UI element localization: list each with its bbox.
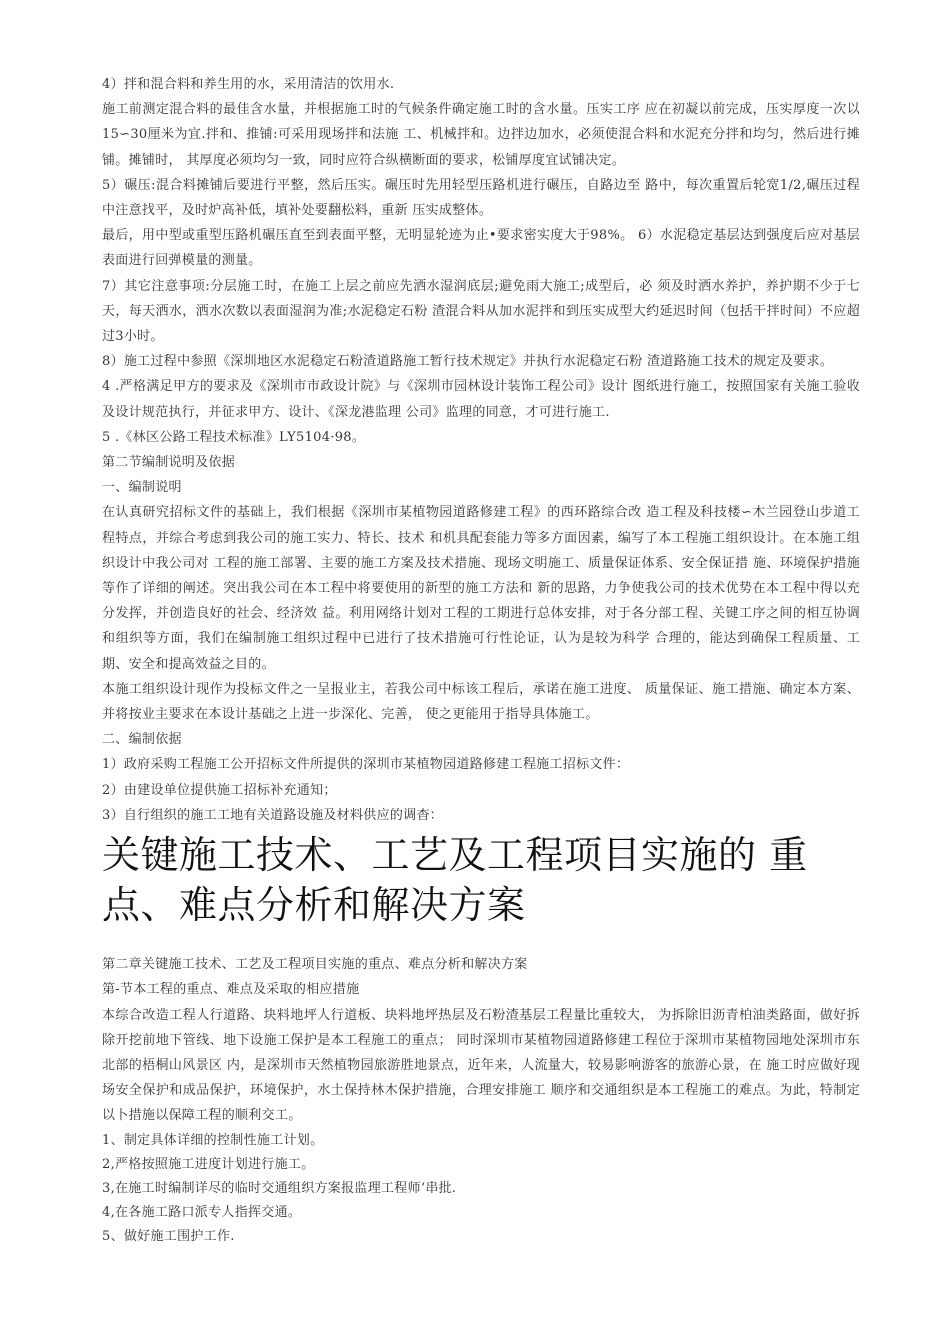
subsection-title-1: 一、编制说明 xyxy=(102,480,182,496)
paragraph-compilation: 在认真研究招标文件的基础上，我们根据《深圳市某植物园道路修建工程》的西环路综合改 造工程及科技楼∽木兰园登山步道工程特点，并综合考虑到我公司的施工实力、特长、技术 和机具配套能力等多方面因素，编写了本工程施工组织设计。在本施工组织设计中我公司对 工程的施工部署、主要的施工方案及技术措施、现场文明施工、质量保证体系、安全保证措 施、环境保护措施等作了详细的阐述。突出我公司在本工程中将要使用的新型的施工方法和 新的思路，力争使我公司的技术优势在本工程中得以充分发挥，并创造良好的社会、经济效 益。利用网络计划对工程的工期进行总体安排，对于各分部工程、关键工序之间的相互协调 和组织等方面，我们在编制施工组织过程中已进行了技术措施可行性论证，认为是较为科学 合理的，能达到确保工程质量、工期、安全和提高效益之目的。 xyxy=(102,505,860,672)
chapter-title: 第二章关键施工技术、工艺及工程项目实施的重点、难点分析和解决方案 xyxy=(102,957,528,973)
basis-item-2: 2）由建设单位提供施工招标补充通知； xyxy=(102,782,337,798)
basis-item-1: 1）政府采购工程施工公开招标文件所提供的深圳市某植物园道路修建工程施工招标文件： xyxy=(102,757,630,773)
section-title-2: 第二节编制说明及依据 xyxy=(102,455,236,471)
paragraph-water: 4）拌和混合料和养生用的水，采用清洁的饮用水. xyxy=(102,77,395,92)
measure-item-5: 5、做好施工围护工作. xyxy=(102,1228,235,1244)
basis-item-3: 3）自行组织的施工工地有关道路设施及材料供应的调杳： xyxy=(102,807,444,823)
measure-item-3: 3,在施工时编制详尽的临时交通组织方案报监理工程师‘串批. xyxy=(102,1180,457,1196)
paragraph-key-points: 本综合改造工程人行道路、块料地坪人行道板、块料地坪热层及石粉渣基层工程量比重较大， 为拆除旧沥青柏油类路面，做好拆除开挖前地下管线、地下设施工保护是本工程施工的重点； 同时深圳市某植物园道路修建工程位于深圳市某植物园地处深圳市东北部的梧桐山风景区 内，是深圳市天然植物园旅游胜地景点，近年来，人流量大，较易影响游客的旅游心景，在 施工时应做好现场安全保护和成品保护，环境保护，水土保持林木保护措施，合理安排施工 顺序和交通组织是本工程施工的难点。为此，特制定以卜措施以保障工程的顺利交工。 xyxy=(102,1007,860,1124)
subsection-title-2: 二、编制依据 xyxy=(102,732,182,748)
measure-item-1: 1、制定具体详细的控制性施工计划。 xyxy=(102,1132,324,1148)
document-page xyxy=(102,72,860,1249)
measure-item-2: 2,严格按照施工进度计划进行施工。 xyxy=(102,1156,315,1172)
section-title-1: 第-节本工程的重点、难点及采取的相应措施 xyxy=(102,982,360,998)
paragraph-moisture: 施工前测定混合料的最佳含水量，并根据施工时的气候条件确定施工时的含水量。压实工序 应在初凝以前完成，压实厚度一次以15∽30厘米为宜.拌和、推铺:可采用现场拌和法施 工、机械拌和。边拌边加水，必须使混合料和水泥充分拌和均匀，然后进行摊铺。摊铺时， 其厚度必须均匀一致，同时应符合纵横断面的要求，松铺厚度宜试铺决定。 xyxy=(102,102,860,168)
paragraph-compaction: 5）碾压:混合料摊铺后要进行平整，然后压实。碾压时先用轻型压路机进行碾压，自路边至 路中，每次重置后轮宽1/2,碾压过程中注意找平，及时炉高补低，填补处要翻松料，重新 压实成整体。 xyxy=(102,177,860,219)
paragraph-notes: 7）其它注意事项:分层施工时，在施工上层之前应先洒水湿润底层;避免雨大施工;成型后，必 须及时洒水养护，养护期不少于七天，每天洒水，洒水次数以表面湿润为准;水泥稳定石粉 渣混合料从加水泥拌和到压实成型大约延迟时间（包括干拌时间）不应超过3小时。 xyxy=(102,278,860,345)
paragraph-standard: 5 .《林区公路工程技术标准》LY5104·98。 xyxy=(102,429,366,445)
chapter-heading: 关键施工技术、工艺及工程项目实施的 重点、难点分析和解决方案 xyxy=(102,833,808,928)
paragraph-reference: 8）施工过程中参照《深圳地区水泥稳定石粉渣道路施工暂行技术规定》并执行水泥稳定石粉 渣道路施工技术的规定及要求。 xyxy=(102,354,834,370)
paragraph-design-requirements: 4 .严格满足甲方的要求及《深圳市市政设计院》与《深圳市园林设计装饰工程公司》设计 图纸进行施工，按照国家有关施工验收及设计规范执行，并征求甲方、设计、《深龙港监理 公司》监理的同意，才可进行施工. xyxy=(102,379,860,420)
paragraph-bid-document: 本施工组织设计现作为投标文件之一呈报业主，若我公司中标该工程后，承诺在施工进度、 质量保证、施工措施、确定本方案、并将按业主要求在本设计基础之上进一步深化、完善， 使之更能用于指导具体施工。 xyxy=(102,681,860,723)
measure-item-4: 4,在各施工路口派专人指挥交通。 xyxy=(102,1204,302,1220)
paragraph-final-rolling: 最后，用中型或重型压路机碾压直至到表面平整，无明显轮迹为止•要求密实度大于98%。 6）水泥稳定基层达到强度后应对基层表面进行回弹模量的测量。 xyxy=(102,228,860,269)
